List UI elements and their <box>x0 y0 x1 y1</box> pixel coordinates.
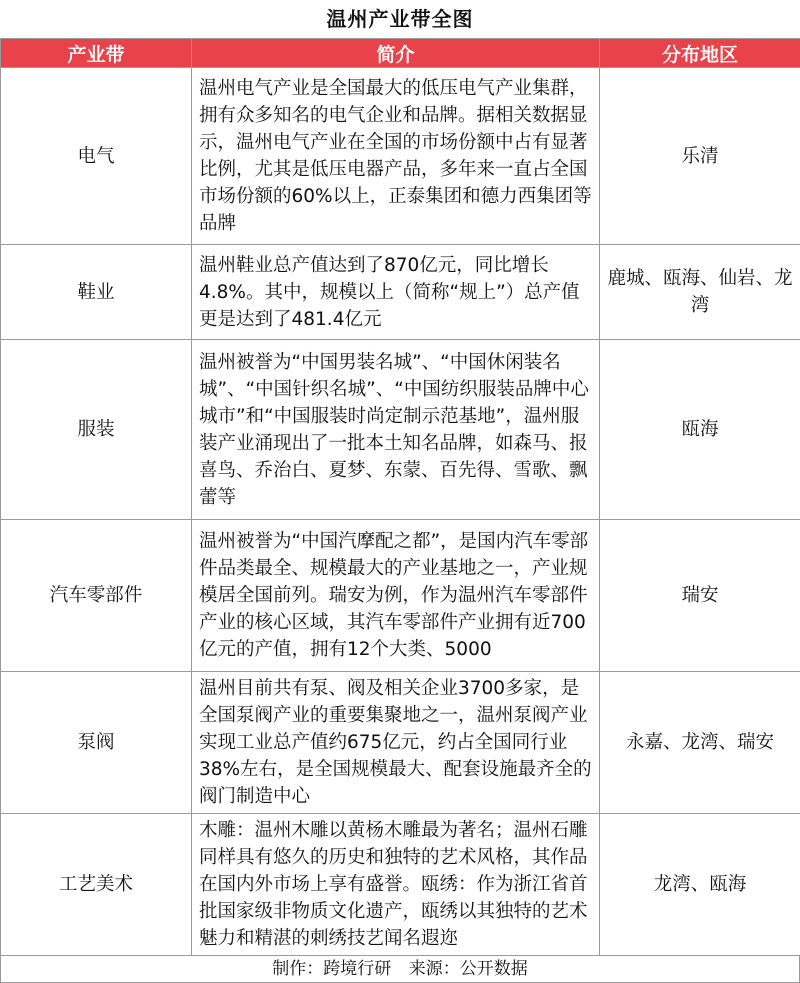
description-text: 木雕：温州木雕以黄杨木雕最为著名；温州石雕同样具有悠久的历史和独特的艺术风格，其作品在国内外市场上享有盛誉。瓯绣：作为浙江省首批国家级非物质文化遗产，瓯绣以其独特的艺术魅力和精湛的刺绣技艺闻名遐迩 <box>199 820 588 949</box>
industry-name: 工艺美术 <box>1 814 192 956</box>
industry-name: 泵阀 <box>1 672 192 814</box>
page-title: 温州产业带全图 <box>326 7 474 31</box>
industry-name: 鞋业 <box>1 245 192 340</box>
table-row <box>1 245 800 340</box>
table-row <box>1 814 800 956</box>
header-industry: 产业带 <box>1 39 192 68</box>
industry-description <box>192 68 600 245</box>
table-row <box>1 672 800 814</box>
industry-name: 电气 <box>1 68 192 245</box>
industry-description <box>192 672 600 814</box>
industry-name: 服装 <box>1 340 192 520</box>
industry-region: 龙湾、瓯海 <box>600 814 800 956</box>
table-row <box>1 68 800 245</box>
description-text: 温州电气产业是全国最大的低压电气产业集群，拥有众多知名的电气企业和品牌。据相关数据显示，温州电气产业在全国的市场份额中占有显著比例，尤其是低压电器产品，多年来一直占全国市场份额的60%以上，正泰集团和德力西集团等品牌 <box>199 78 592 234</box>
table-row <box>1 520 800 672</box>
description-text: 温州被誉为“中国汽摩配之都”，是国内汽车零部件品类最全、规模最大的产业基地之一，产业规模居全国前列。瑞安为例，作为温州汽车零部件产业的核心区域，其汽车零部件产业拥有近700亿元的产值，拥有12个大类、5000 <box>199 531 589 660</box>
industry-description <box>192 814 600 956</box>
description-text: 温州被誉为“中国男装名城”、“中国休闲装名城”、“中国针织名城”、“中国纺织服装品牌中心城市”和“中国服装时尚定制示范基地”，温州服装产业涌现出了一批本土知名品牌，如森马、报喜鸟、乔治白、夏梦、东蒙、百先得、雪歌、飘蕾等 <box>199 351 589 508</box>
footer-maker: 制作：跨境行研 <box>272 959 392 979</box>
header-description: 简介 <box>192 39 600 68</box>
industry-region: 乐清 <box>600 68 800 245</box>
industry-description <box>192 245 600 340</box>
industry-region: 瑞安 <box>600 520 800 672</box>
description-text: 温州目前共有泵、阀及相关企业3700多家，是全国泵阀产业的重要集聚地之一，温州泵阀产业实现工业总产值约675亿元，约占全国同行业38%左右，是全国规模最大、配套设施最齐全的阀门制造中心 <box>199 678 592 807</box>
industry-region: 鹿城、瓯海、仙岩、龙湾 <box>600 245 800 340</box>
footer-credits <box>0 956 800 983</box>
industry-description <box>192 520 600 672</box>
table-row <box>1 340 800 520</box>
industry-description <box>192 340 600 520</box>
industry-region: 永嘉、龙湾、瑞安 <box>600 672 800 814</box>
table-header-row <box>1 39 800 68</box>
industry-region: 瓯海 <box>600 340 800 520</box>
industry-table <box>0 38 800 956</box>
industry-name: 汽车零部件 <box>1 520 192 672</box>
description-text: 温州鞋业总产值达到了870亿元，同比增长4.8%。其中，规模以上（简称“规上”）总产值更是达到了481.4亿元 <box>199 254 580 330</box>
header-region: 分布地区 <box>600 39 800 68</box>
footer-source: 来源：公开数据 <box>408 959 528 979</box>
